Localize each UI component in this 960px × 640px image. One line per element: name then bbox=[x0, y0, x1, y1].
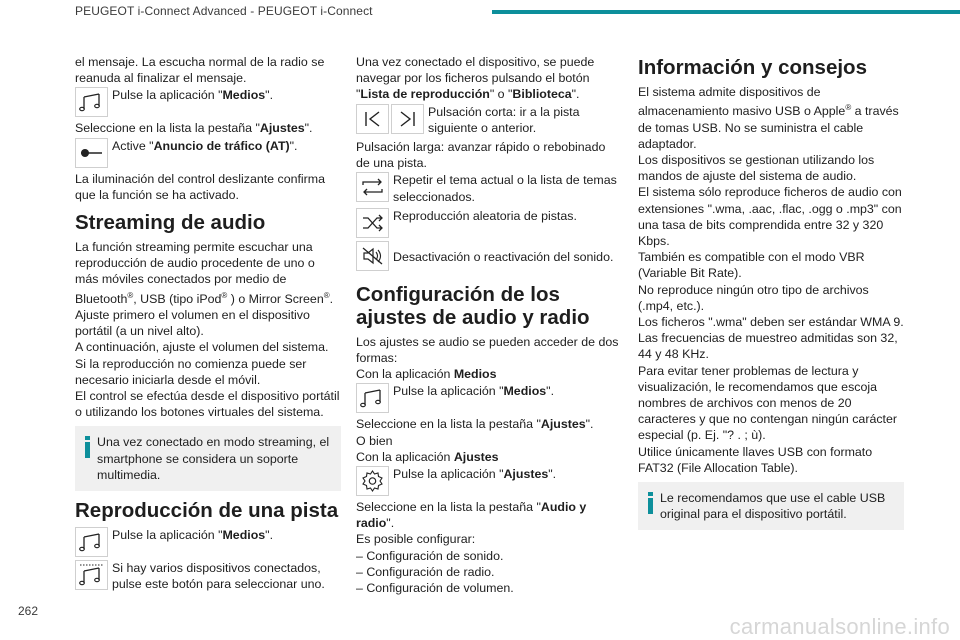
instruction-row bbox=[356, 241, 620, 271]
paragraph: Seleccione en la lista la pestaña "Ajustes". bbox=[75, 121, 313, 136]
paragraph: El control se efectúa desde el dispositivo portátil o utilizando los botones virtuales del sistema. bbox=[75, 388, 340, 420]
info-icon bbox=[648, 490, 660, 522]
instruction-row bbox=[356, 383, 620, 413]
paragraph: El sistema admite dispositivos de almacenamiento masivo USB o Apple® a través de tomas USB. No se suministra el cable adaptador. bbox=[638, 85, 899, 151]
info-note bbox=[75, 426, 341, 491]
instruction-text: Pulse la aplicación "Medios". bbox=[112, 527, 274, 542]
shuffle-icon bbox=[356, 208, 389, 238]
paragraph: Seleccione en la lista la pestaña "Audio y radio". bbox=[356, 500, 587, 531]
list-item: – Configuración de sonido. bbox=[356, 548, 504, 563]
instruction-row bbox=[356, 172, 620, 204]
instruction-text: Desactivación o reactivación del sonido. bbox=[393, 249, 614, 264]
list-item: – Configuración de volumen. bbox=[356, 581, 514, 596]
instruction-row bbox=[356, 104, 620, 136]
section-heading-informacion: Información y consejos bbox=[638, 56, 867, 79]
repeat-icon bbox=[356, 172, 389, 202]
paragraph: A continuación, ajuste el volumen del sistema. bbox=[75, 340, 329, 355]
column-middle bbox=[356, 54, 620, 596]
section-heading-reproduccion: Reproducción de una pista bbox=[75, 498, 339, 522]
instruction-row bbox=[356, 466, 620, 496]
watermark: carmanualsonline.info bbox=[729, 614, 950, 639]
paragraph: Los ficheros ".wma" deben ser estándar WMA 9. bbox=[638, 314, 904, 329]
instruction-row bbox=[75, 87, 341, 117]
paragraph: La iluminación del control deslizante confirma que la función se ha activado. bbox=[75, 171, 326, 202]
column-left bbox=[75, 54, 341, 595]
paragraph: Pulsación larga: avanzar rápido o rebobinado de una pista. bbox=[356, 140, 606, 171]
music-note-icon bbox=[356, 383, 389, 413]
paragraph: Los dispositivos se gestionan utilizando los mandos de ajuste del sistema de audio. bbox=[638, 152, 875, 184]
instruction-text: Reproducción aleatoria de pistas. bbox=[393, 208, 577, 223]
music-note-icon bbox=[75, 87, 108, 117]
instruction-text: Pulse la aplicación "Ajustes". bbox=[393, 467, 557, 482]
paragraph: Para evitar tener problemas de lectura y visualización, le recomendamos que escoja nombres de archivos con menos de 20 caracteres y que no contengan ningún carácter especial (p. Ej. "? . ; ù). bbox=[638, 363, 897, 443]
instruction-row bbox=[356, 208, 620, 238]
instruction-text: Repetir el tema actual o la lista de temas seleccionados. bbox=[393, 173, 617, 204]
toggle-switch-icon bbox=[75, 138, 108, 168]
paragraph: Seleccione en la lista la pestaña "Ajustes". bbox=[356, 417, 594, 432]
paragraph: Utilice únicamente llaves USB con formato FAT32 (File Allocation Table). bbox=[638, 444, 873, 475]
info-note bbox=[638, 482, 904, 530]
paragraph: La función streaming permite escuchar una reproducción de audio procedente de uno o más móviles conectados por medio de Bluetooth®, USB (tipo iPod® ) o Mirror Screen®. bbox=[75, 240, 334, 306]
header-title: PEUGEOT i-Connect Advanced - PEUGEOT i-Connect bbox=[75, 4, 373, 18]
paragraph: Con la aplicación Ajustes bbox=[356, 449, 499, 464]
list-item: – Configuración de radio. bbox=[356, 564, 495, 579]
instruction-row bbox=[75, 527, 341, 557]
section-heading-configuracion: Configuración de los ajustes de audio y radio bbox=[356, 282, 590, 329]
instruction-text: Si hay varios dispositivos conectados, pulse este botón para seleccionar uno. bbox=[112, 560, 325, 592]
paragraph: No reproduce ningún otro tipo de archivos (.mp4, etc.). bbox=[638, 282, 869, 313]
paragraph: El sistema sólo reproduce ficheros de audio con extensiones ".wma, .aac, .flac, .ogg o .mp3" con una tasa de bits comprendida entre 32 y 320 Kbps. bbox=[638, 185, 902, 248]
instruction-row bbox=[75, 138, 341, 168]
instruction-text: Pulsación corta: ir a la pista siguiente o anterior. bbox=[428, 104, 580, 135]
paragraph: También es compatible con el modo VBR (Variable Bit Rate). bbox=[638, 250, 865, 281]
paragraph: Una vez conectado el dispositivo, se puede navegar por los ficheros pulsando el botón "Lista de reproducción" o "Biblioteca". bbox=[356, 55, 595, 102]
instruction-row bbox=[75, 560, 341, 592]
paragraph: Con la aplicación Medios bbox=[356, 367, 497, 382]
note-text: Le recomendamos que use el cable USB original para el dispositivo portátil. bbox=[660, 491, 886, 522]
section-heading-streaming: Streaming de audio bbox=[75, 211, 266, 235]
page-number: 262 bbox=[18, 604, 39, 618]
paragraph: Los ajustes se audio se pueden acceder de dos formas: bbox=[356, 334, 619, 366]
source-select-icon bbox=[75, 560, 108, 590]
music-note-icon bbox=[75, 527, 108, 557]
note-text: Una vez conectado en modo streaming, el smartphone se considera un soporte multimedia. bbox=[97, 435, 330, 482]
paragraph: el mensaje. La escucha normal de la radio se reanuda al finalizar el mensaje. bbox=[75, 55, 325, 86]
mute-icon bbox=[356, 241, 389, 271]
track-nav-icons bbox=[356, 104, 424, 134]
instruction-text: Pulse la aplicación "Medios". bbox=[112, 88, 274, 103]
instruction-text: Pulse la aplicación "Medios". bbox=[393, 384, 555, 399]
paragraph: Las frecuencias de muestreo admitidas son 32, 44 y 48 KHz. bbox=[638, 331, 898, 362]
paragraph: Es posible configurar: bbox=[356, 532, 476, 547]
column-right bbox=[638, 54, 904, 538]
paragraph: Si la reproducción no comienza puede ser necesario iniciarla desde el móvil. bbox=[75, 356, 307, 387]
header-accent-bar bbox=[492, 10, 960, 14]
paragraph: O bien bbox=[356, 433, 393, 448]
gear-icon bbox=[356, 466, 389, 496]
instruction-text: Active "Anuncio de tráfico (AT)". bbox=[112, 138, 298, 153]
paragraph: Ajuste primero el volumen en el dispositivo portátil (a un nivel alto). bbox=[75, 307, 310, 339]
info-icon bbox=[85, 434, 97, 483]
